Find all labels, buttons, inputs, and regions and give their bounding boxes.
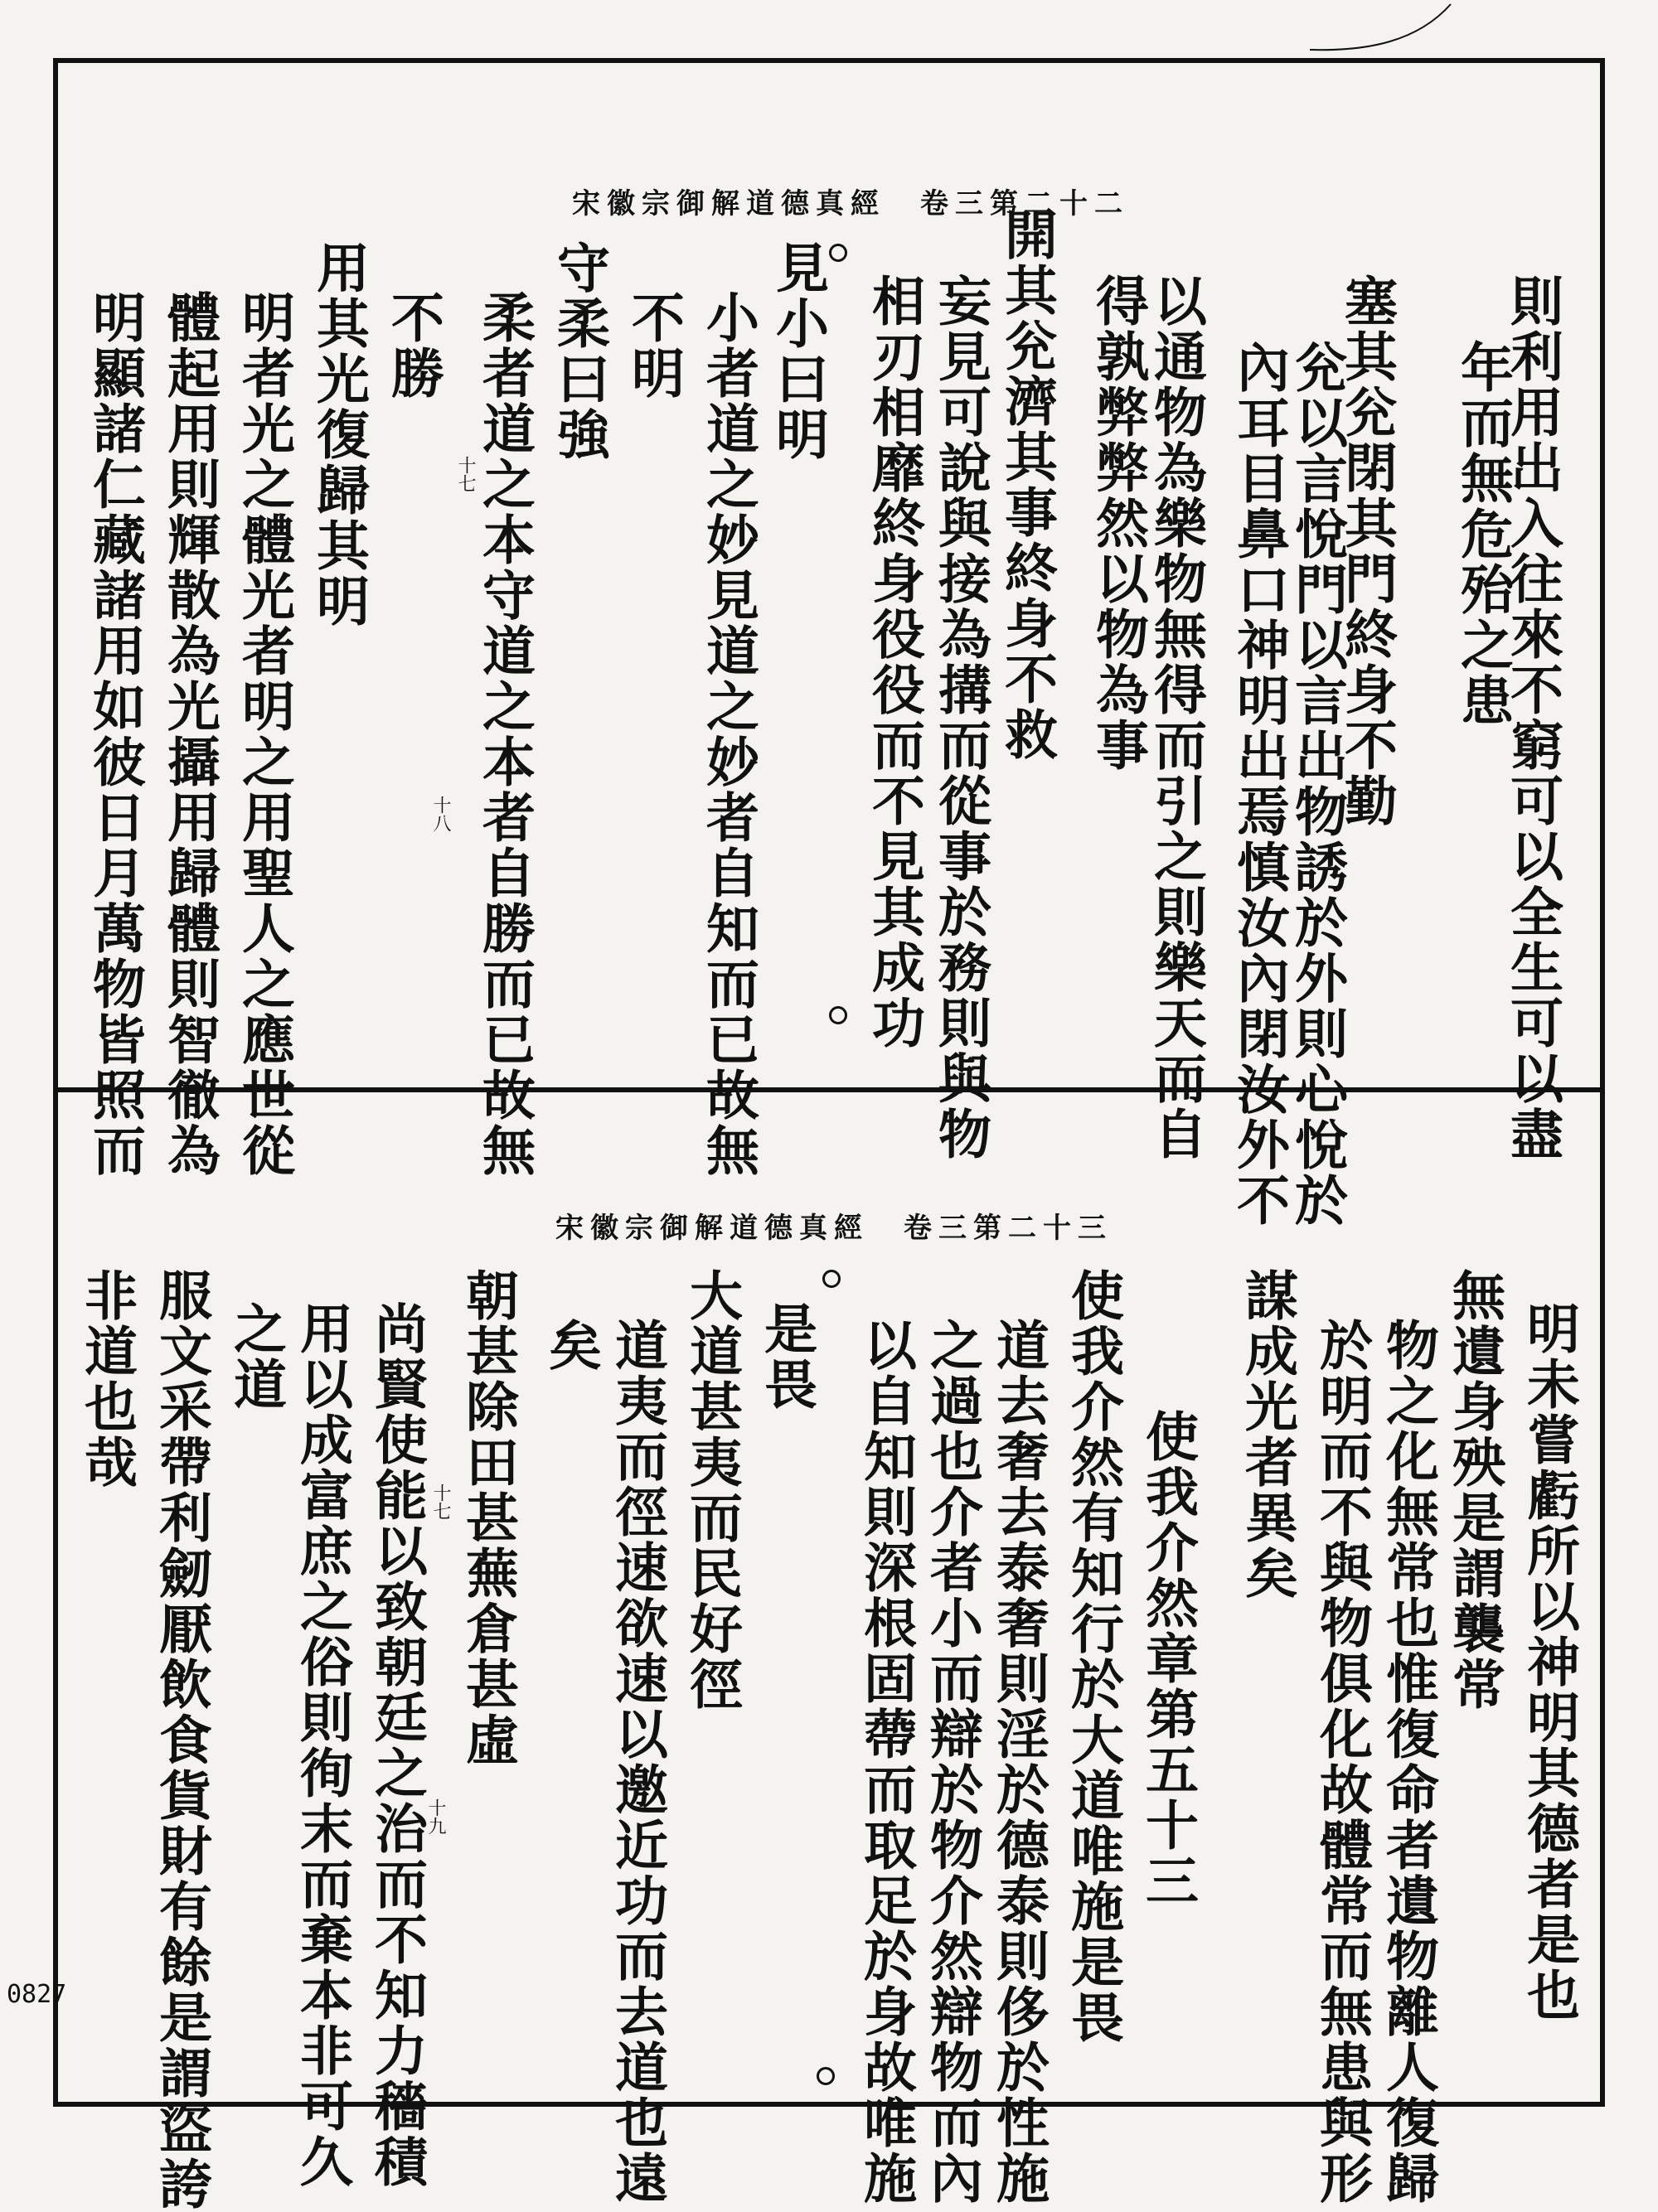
top-column-17: 用其光復歸其明 — [308, 240, 370, 629]
top-running-header: 宋徽宗御解道德真經 卷三第二十二 — [572, 187, 1129, 220]
corner-curve-mark — [1293, 0, 1459, 58]
top-small-mark-2: 十八 — [430, 796, 451, 832]
bottom-column-10: 以自知則深根固蔕而取足於身故唯施 — [855, 1318, 917, 2206]
bottom-column-14: 矣 — [540, 1318, 602, 1373]
top-column-14: 守柔曰強 — [548, 240, 610, 462]
bottom-small-mark-2: 十九 — [425, 1798, 446, 1835]
top-column-3: 塞其兊閉其門終身不勤 — [1336, 273, 1398, 829]
bottom-circle-mark-2 — [817, 2067, 835, 2085]
top-column-15: 柔者道之本守道之本者自勝而已故無 — [473, 290, 536, 1179]
bottom-column-7: 使我介然有知行於大道唯施是畏 — [1062, 1268, 1124, 2045]
bottom-column-8: 道去奢去泰奢則淫於德泰則侈於性施 — [987, 1318, 1050, 2206]
top-circle-mark-2 — [829, 1006, 847, 1024]
bottom-column-4: 於明而不與物俱化故體常而無患與形 — [1311, 1318, 1373, 2206]
top-column-11: 見小曰明 — [767, 240, 829, 462]
top-column-4: 兊以言悅門以言出物誘於外則心悅於 — [1286, 340, 1348, 1228]
bottom-column-16: 尚賢使能以致朝廷之治而不知力穡積 — [366, 1301, 428, 2190]
bottom-column-15: 朝甚除田甚蕪倉甚虛 — [457, 1268, 519, 1768]
top-circle-mark-1 — [829, 244, 847, 262]
page-number: 0827 — [7, 1980, 67, 2009]
bottom-column-17: 用以成富庶之俗則徇末而棄本非可久 — [291, 1301, 353, 2190]
top-column-7: 得孰弊弊然以物為事 — [1087, 273, 1149, 773]
top-column-19: 體起用則輝散為光攝用歸體則智徹為 — [158, 290, 221, 1179]
bottom-column-5: 謀成光者異矣 — [1236, 1268, 1298, 1601]
top-column-6: 以通物為樂物無得而引之則樂天而自 — [1145, 273, 1207, 1162]
top-column-9: 妄見可說與接為搆而從事於務則與物 — [929, 273, 991, 1162]
bottom-column-1: 明未嘗虧所以神明其德者是也 — [1518, 1301, 1580, 2023]
top-column-5: 內耳目鼻口神明出焉慎汝內閉汝外不 — [1228, 340, 1290, 1228]
bottom-column-2: 無遺身殃是謂襲常 — [1443, 1268, 1505, 1712]
bottom-column-12: 大道甚夷而民好徑 — [681, 1268, 743, 1712]
bottom-column-6: 使我介然章第五十三 — [1137, 1409, 1199, 1909]
bottom-column-13: 道夷而徑速欲速以邀近功而去道也遠 — [606, 1318, 668, 2206]
bottom-column-20: 非道也哉 — [75, 1268, 138, 1490]
bottom-column-11: 是畏 — [755, 1301, 817, 1412]
top-column-8: 開其兊濟其事終身不救 — [996, 207, 1058, 762]
top-column-12: 小者道之妙見道之妙者自知而已故無 — [697, 290, 759, 1179]
top-column-16: 不勝 — [382, 290, 444, 401]
top-column-13: 不明 — [623, 290, 685, 401]
top-column-10: 相刃相靡終身役役而不見其成功 — [863, 273, 925, 1051]
bottom-column-18: 之道 — [225, 1301, 287, 1412]
bottom-column-9: 之過也介者小而辯於物介然辯物而內 — [921, 1318, 983, 2206]
top-small-mark-1: 十七 — [455, 456, 476, 492]
top-column-2: 年而無危殆之患 — [1452, 340, 1514, 728]
bottom-circle-mark-1 — [822, 1270, 841, 1288]
top-column-1: 則利用出入往來不窮可以全生可以盡 — [1501, 273, 1563, 1162]
top-column-18: 明者光之體光者明之用聖人之應世從 — [233, 290, 295, 1179]
top-column-20: 明顯諸仁藏諸用如彼日月萬物皆照而 — [84, 290, 146, 1179]
bottom-small-mark-1: 十七 — [430, 1484, 451, 1520]
bottom-column-19: 服文采帶利劒厭飲食貨財有餘是謂盜誇 — [150, 1268, 212, 2212]
bottom-column-3: 物之化無常也惟復命者遺物離人復歸 — [1377, 1318, 1439, 2206]
bottom-running-header: 宋徽宗御解道德真經 卷三第二十三 — [555, 1212, 1113, 1245]
